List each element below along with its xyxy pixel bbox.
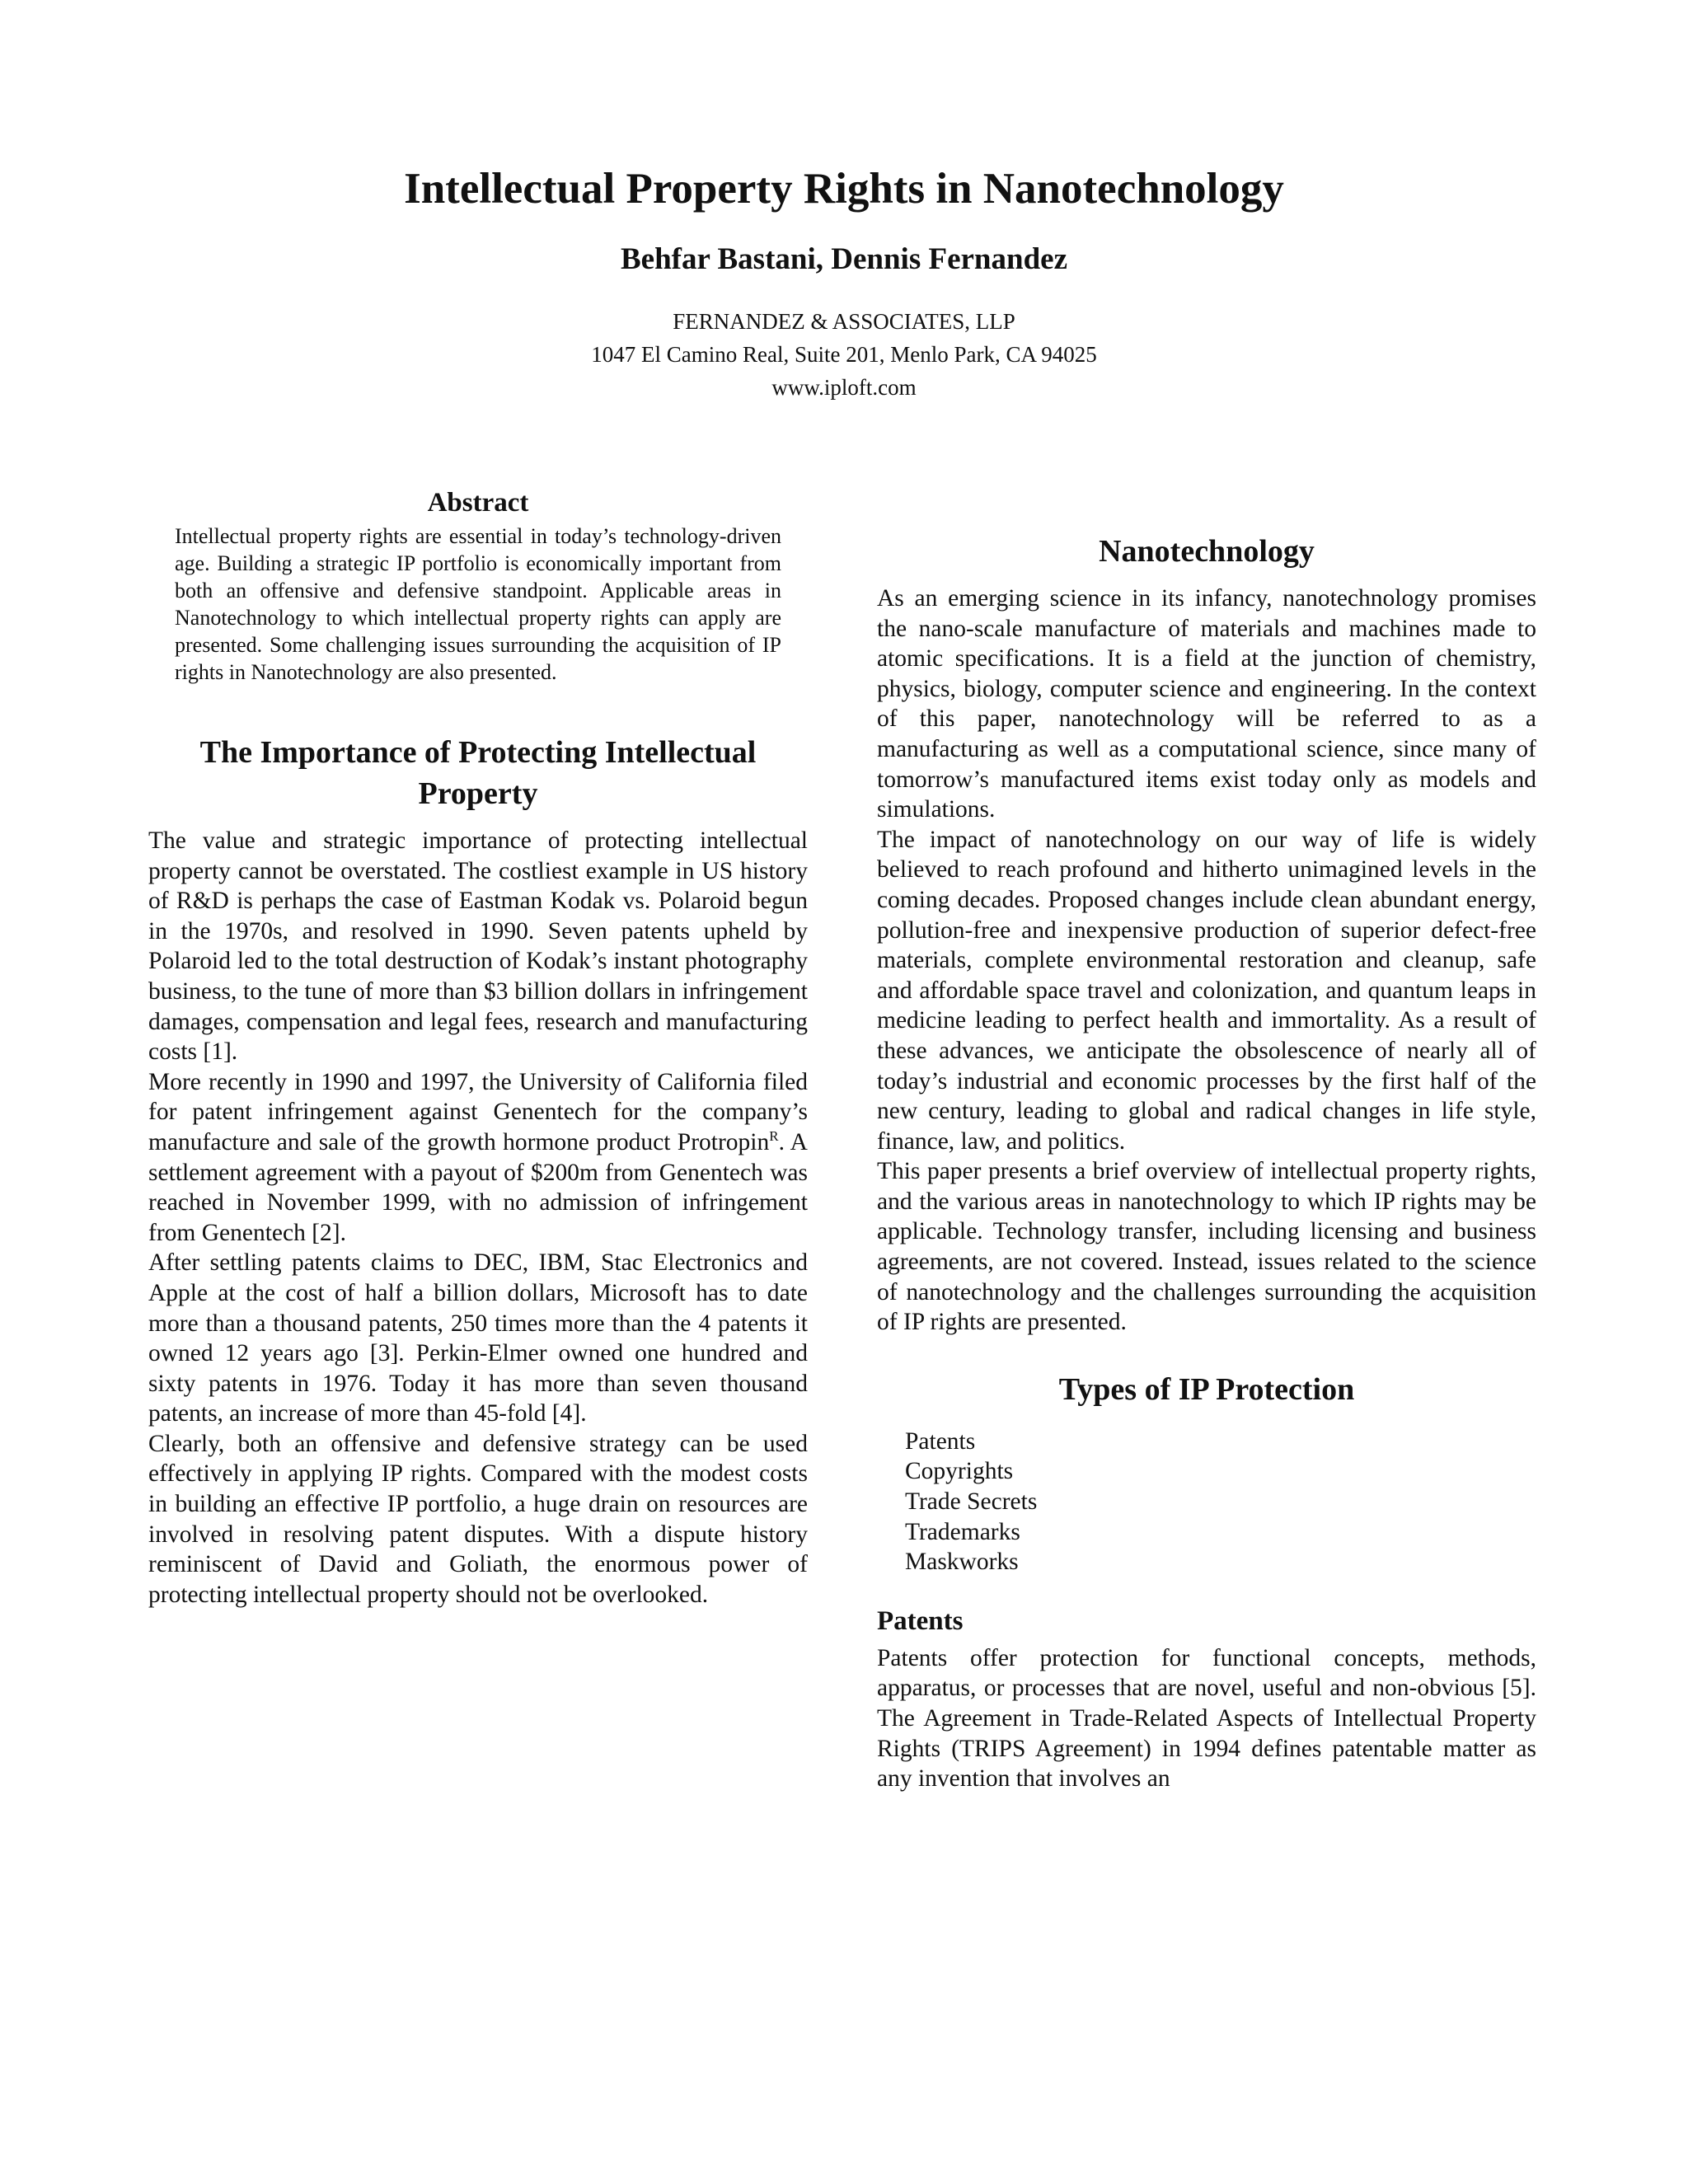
list-item: Patents [905, 1427, 976, 1455]
importance-heading: The Importance of Protecting Intellectual Property [199, 735, 757, 811]
importance-paragraph-2 [148, 1067, 808, 1249]
abstract-section [175, 486, 781, 686]
abstract-text: Intellectual property rights are essential in today’s technology-driven age. Building a strategic IP portfolio is economically important from both an offensive and defensive standpoint. Applicable areas in Nanotechnology to which intellectual property rights can apply are presented. Some challenging issues surrounding the acquisition of IP rights in Nanotechnology are also presented. [175, 524, 781, 684]
importance-paragraph-3: After settling patents claims to DEC, IBM, Stac Electronics and Apple at the cost of half a billion dollars, Microsoft has to date more than a thousand patents, 250 times more than the 4 patents it owned 12 years ago [3]. Perkin-Elmer owned one hundred and sixty patents in 1976. Today it has more than seven thousand patents, an increase of more than 45-fold [4]. [148, 1249, 808, 1427]
types-heading: Types of IP Protection [1058, 1371, 1355, 1407]
list-item: Copyrights [905, 1458, 1014, 1485]
nanotechnology-paragraph-2: The impact of nanotechnology on our way of life is widely believed to reach profound and hitherto unimagined levels in the coming decades. Proposed changes include clean abundant energy, pollution-free and inexpensive production of superior defect-free materials, complete environmental restoration and cleanup, safe and affordable space travel and colonization, and quantum leaps in medicine leading to perfect health and immortality. As a result of these advances, we anticipate the obsolescence of nearly all of today’s industrial and economic processes by the first half of the new century, leading to global and radical changes in life style, finance, law, and politics. [877, 826, 1536, 1155]
registered-mark: R [769, 1128, 779, 1145]
affiliation-address: 1047 El Camino Real, Suite 201, Menlo Park, CA 94025 [591, 342, 1097, 367]
importance-paragraph-2-text-end: . A settlement agreement with a payout of $200m from Genentech was reached in November 1999, with no admission of infringement from Genentech [2]. [148, 1128, 808, 1246]
nanotechnology-paragraph-3: This paper presents a brief overview of intellectual property rights, and the various areas in nanotechnology to which IP rights may be applicable. Technology transfer, including licensing and business agreements, are not covered. Instead, issues related to the science of nanotechnology and the challenges surrounding the acquisition of IP rights are presented. [877, 1158, 1536, 1336]
list-item: Maskworks [905, 1549, 1019, 1576]
nanotechnology-heading: Nanotechnology [1099, 534, 1315, 569]
patents-heading: Patents [877, 1605, 964, 1636]
nanotechnology-section [877, 583, 1536, 1338]
abstract-heading: Abstract [427, 488, 529, 518]
left-column [148, 480, 808, 1610]
importance-section [148, 826, 808, 1610]
list-item: Trade Secrets [905, 1488, 1038, 1516]
importance-paragraph-4: Clearly, both an offensive and defensive strategy can be used effectively in applying IP rights. Compared with the modest costs in building an effective IP portfolio, a huge drain on resources are involved in resolving patent disputes. With a dispute history reminiscent of David and Goliath, the enormous power of protecting intellectual property should not be overlooked. [148, 1430, 808, 1608]
ip-types-list [905, 1427, 1536, 1577]
nanotechnology-paragraph-1: As an emerging science in its infancy, nanotechnology promises the nano-scale manufacture of materials and machines made to atomic specifications. It is a field at the junction of chemistry, physics, biology, computer science and engineering. In the context of this paper, nanotechnology will be referred to as a manufacturing as well as a computational science, since many of tomorrow’s manufactured items exist today only as models and simulations. [877, 585, 1536, 823]
patents-paragraph: Patents offer protection for functional concepts, methods, apparatus, or processes that are novel, useful and non-obvious [5]. The Agreement in Trade-Related Aspects of Intellectual Property Rights (TRIPS Agreement) in 1994 defines patentable matter as any invention that involves an [877, 1644, 1536, 1793]
importance-paragraph-1: The value and strategic importance of protecting intellectual property cannot be overstated. The costliest example in US history of R&D is perhaps the case of Eastman Kodak vs. Polaroid begun in the 1970s, and resolved in 1990. Seven patents upheld by Polaroid led to the total destruction of Kodak’s instant photography business, to the tune of more than $3 billion dollars in infringement damages, compensation and legal fees, research and manufacturing costs [1]. [148, 827, 808, 1066]
affiliation-website: www.iploft.com [771, 375, 917, 400]
paper-title: Intellectual Property Rights in Nanotechnology [404, 165, 1284, 213]
paper-header [0, 162, 1688, 404]
affiliation-firm: FERNANDEZ & ASSOCIATES, LLP [673, 309, 1015, 334]
paper-authors: Behfar Bastani, Dennis Fernandez [620, 242, 1067, 276]
affiliation-block [0, 305, 1688, 404]
list-item: Trademarks [905, 1518, 1020, 1545]
right-column [877, 480, 1536, 1794]
importance-paragraph-2-text: More recently in 1990 and 1997, the University of California filed for patent infringement against Genentech for the company’s manufacture and sale of the growth hormone product Protropin [148, 1068, 808, 1155]
